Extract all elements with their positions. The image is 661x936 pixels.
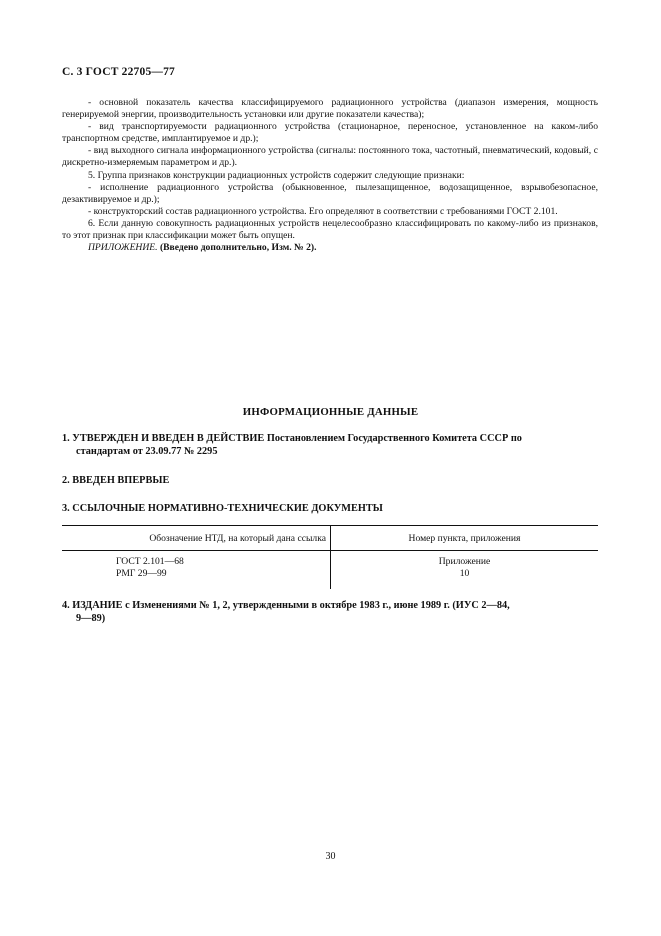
page-number: 30: [325, 851, 336, 862]
table-header-designation: Обозначение НТД, на который дана ссылка: [62, 526, 331, 551]
info-item-4: [62, 599, 608, 625]
body-text: [62, 97, 598, 254]
info-item-2: 2. ВВЕДЕН ВПЕРВЫЕ: [62, 475, 170, 486]
info-title: ИНФОРМАЦИОННЫЕ ДАННЫЕ: [242, 406, 419, 418]
appendix-label: ПРИЛОЖЕНИЕ.: [88, 242, 158, 254]
paragraph: - вид выходного сигнала информационного устройства (сигналы: постоянного тока, частотный, пневматический, кодовый, с дискретно-измеряемым параметром и др.).: [62, 145, 598, 169]
doc-ref: РМГ 29—99: [116, 567, 167, 579]
table-cell-designation: [62, 551, 331, 590]
info-item-1-line1: 1. УТВЕРЖДЕН И ВВЕДЕН В ДЕЙСТВИЕ Постановлением Государственного Комитета СССР по: [62, 433, 522, 444]
paragraph: - вид транспортируемости радиационного устройства (стационарное, переносное, установленное на каком-либо транспортном средстве, имплантируемое и др.);: [62, 121, 598, 145]
table-header-clause: Номер пункта, приложения: [331, 526, 599, 551]
doc-ref: ГОСТ 2.101—68: [116, 556, 184, 567]
info-item-1-line2: стандартам от 23.09.77 № 2295: [76, 446, 218, 457]
info-item-4-line2: 9—89): [76, 613, 106, 624]
table-header-row: [62, 526, 598, 551]
paragraph: 5. Группа признаков конструкции радиационных устройств содержит следующие признаки:: [88, 169, 465, 181]
paragraph: - конструкторский состав радиационного устройства. Его определяют в соответствии с требованиями ГОСТ 2.101.: [88, 205, 558, 217]
info-item-3: 3. ССЫЛОЧНЫЕ НОРМАТИВНО-ТЕХНИЧЕСКИЕ ДОКУМЕНТЫ: [62, 503, 383, 514]
paragraph: - исполнение радиационного устройства (обыкновенное, пылезащищенное, водозащищенное, взрывобезопасное, дезактивируемое и др.);: [62, 181, 598, 205]
info-item-1: [62, 432, 608, 458]
appendix-note: [62, 242, 598, 254]
info-item-4-line1: 4. ИЗДАНИЕ с Изменениями № 1, 2, утвержденными в октябре 1983 г., июне 1989 г. (ИУС 2—84,: [62, 600, 510, 611]
page-header: С. 3 ГОСТ 22705—77: [62, 66, 175, 78]
appendix-text: (Введено дополнительно, Изм. № 2).: [159, 242, 317, 254]
clause-ref: Приложение: [438, 556, 491, 567]
paragraph: - основной показатель качества классифицируемого радиационного устройства (диапазон измерения, мощность генерируемой энергии, производительность установки или другие показатели качества);: [62, 97, 598, 121]
paragraph: 6. Если данную совокупность радиационных устройств нецелесообразно классифицировать по какому-либо из признаков, то этот признак при классификации может быть опущен.: [62, 217, 598, 242]
reference-table: [62, 525, 598, 589]
table-row: [62, 551, 598, 590]
clause-ref: 10: [459, 567, 470, 579]
table-cell-clause: [331, 551, 599, 590]
